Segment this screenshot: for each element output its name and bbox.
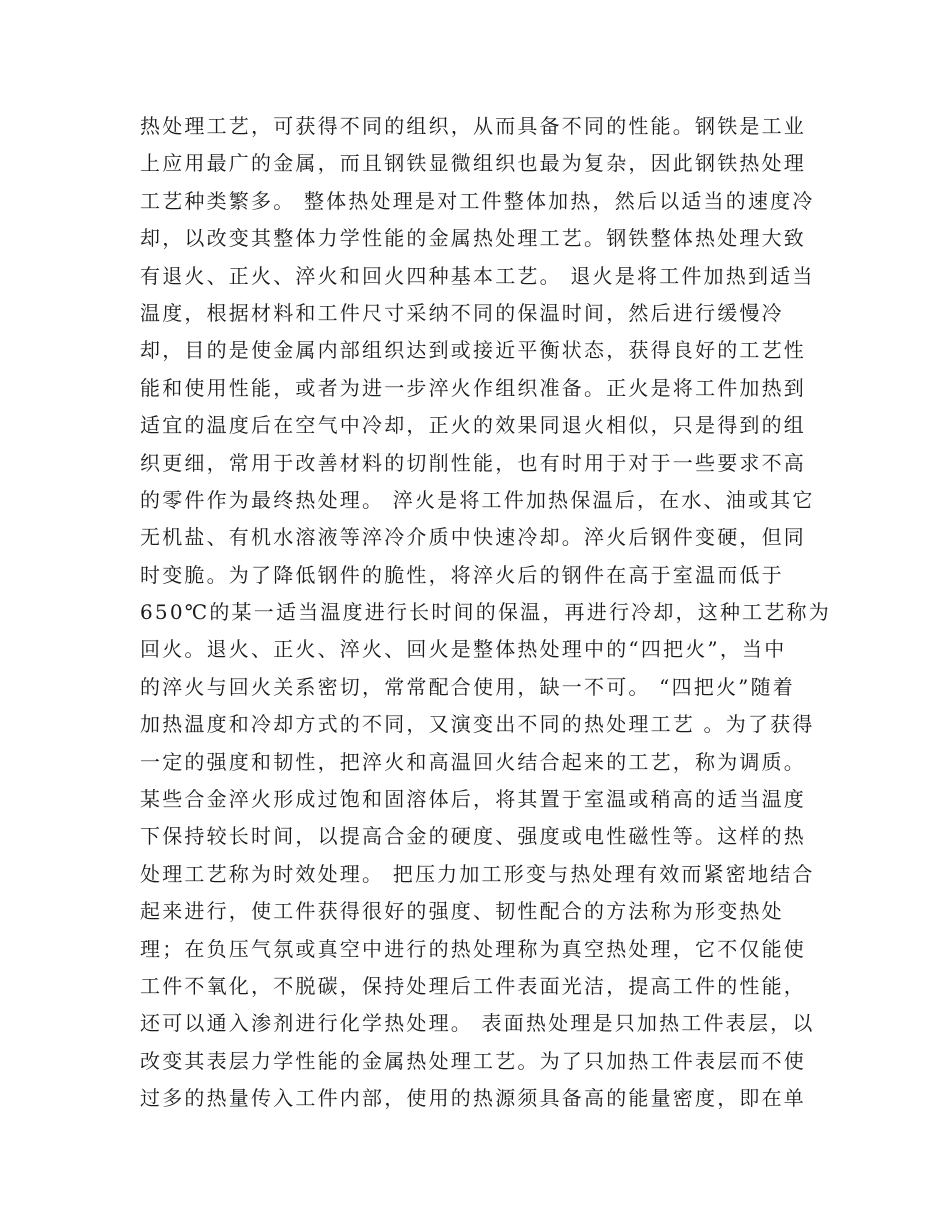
text-line: 的淬火与回火关系密切，常常配合使用，缺一不可。 “四把火”随着 bbox=[140, 674, 796, 699]
text-line: 回火。退火、正火、淬火、回火是整体热处理中的“四把火”，当中 bbox=[140, 637, 787, 662]
text-line: 改变其表层力学性能的金属热处理工艺。为了只加热工件表层而不使 bbox=[140, 1048, 806, 1073]
text-line: 能和使用性能，或者为进一步淬火作组织准备。正火是将工件加热到 bbox=[140, 375, 806, 400]
text-line: 起来进行，使工件获得很好的强度、韧性配合的方法称为形变热处 bbox=[140, 899, 784, 924]
text-line: 下保持较长时间，以提高合金的硬度、强度或电性磁性等。这样的热 bbox=[140, 824, 806, 849]
text-line: 处理工艺称为时效处理。 把压力加工形变与热处理有效而紧密地结合 bbox=[140, 861, 815, 886]
text-line: 织更细，常用于改善材料的切削性能，也有时用于对于一些要求不高 bbox=[140, 450, 806, 475]
text-line: 无机盐、有机水溶液等淬冷介质中快速冷却。淬火后钢件变硬，但同 bbox=[140, 525, 806, 550]
text-line: 某些合金淬火形成过饱和固溶体后，将其置于室温或稍高的适当温度 bbox=[140, 787, 806, 812]
body-text bbox=[140, 108, 831, 1118]
text-line: 适宜的温度后在空气中冷却，正火的效果同退火相似，只是得到的组 bbox=[140, 413, 806, 438]
text-line: 工艺种类繁多。 整体热处理是对工件整体加热，然后以适当的速度冷 bbox=[140, 188, 815, 213]
text-line: 还可以通入渗剂进行化学热处理。 表面热处理是只加热工件表层，以 bbox=[140, 1011, 815, 1036]
text-line: 却，目的是使金属内部组织达到或接近平衡状态，获得良好的工艺性 bbox=[140, 338, 806, 363]
text-line: 650℃的某一适当温度进行长时间的保温，再进行冷却，这种工艺称为 bbox=[140, 600, 831, 625]
text-line: 一定的强度和韧性，把淬火和高温回火结合起来的工艺，称为调质。 bbox=[140, 749, 806, 774]
text-line: 的零件作为最终热处理。 淬火是将工件加热保温后，在水、油或其它 bbox=[140, 487, 815, 512]
text-line: 却，以改变其整体力学性能的金属热处理工艺。钢铁整体热处理大致 bbox=[140, 226, 806, 251]
text-line: 工件不氧化，不脱碳，保持处理后工件表面光洁，提高工件的性能， bbox=[140, 973, 806, 998]
text-line: 理；在负压气氛或真空中进行的热处理称为真空热处理，它不仅能使 bbox=[140, 936, 806, 961]
text-line: 时变脆。为了降低钢件的脆性，将淬火后的钢件在高于室温而低于 bbox=[140, 562, 784, 587]
text-line: 热处理工艺，可获得不同的组织，从而具备不同的性能。钢铁是工业 bbox=[140, 114, 806, 138]
text-line: 加热温度和冷却方式的不同，又演变出不同的热处理工艺 。为了获得 bbox=[140, 712, 815, 737]
text-line: 有退火、正火、淬火和回火四种基本工艺。 退火是将工件加热到适当 bbox=[140, 263, 815, 288]
text-line: 温度，根据材料和工件尺寸采纳不同的保温时间，然后进行缓慢冷 bbox=[140, 300, 784, 325]
text-line: 上应用最广的金属，而且钢铁显微组织也最为复杂，因此钢铁热处理 bbox=[140, 151, 806, 176]
text-line: 过多的热量传入工件内部，使用的热源须具备高的能量密度，即在单 bbox=[140, 1086, 806, 1111]
